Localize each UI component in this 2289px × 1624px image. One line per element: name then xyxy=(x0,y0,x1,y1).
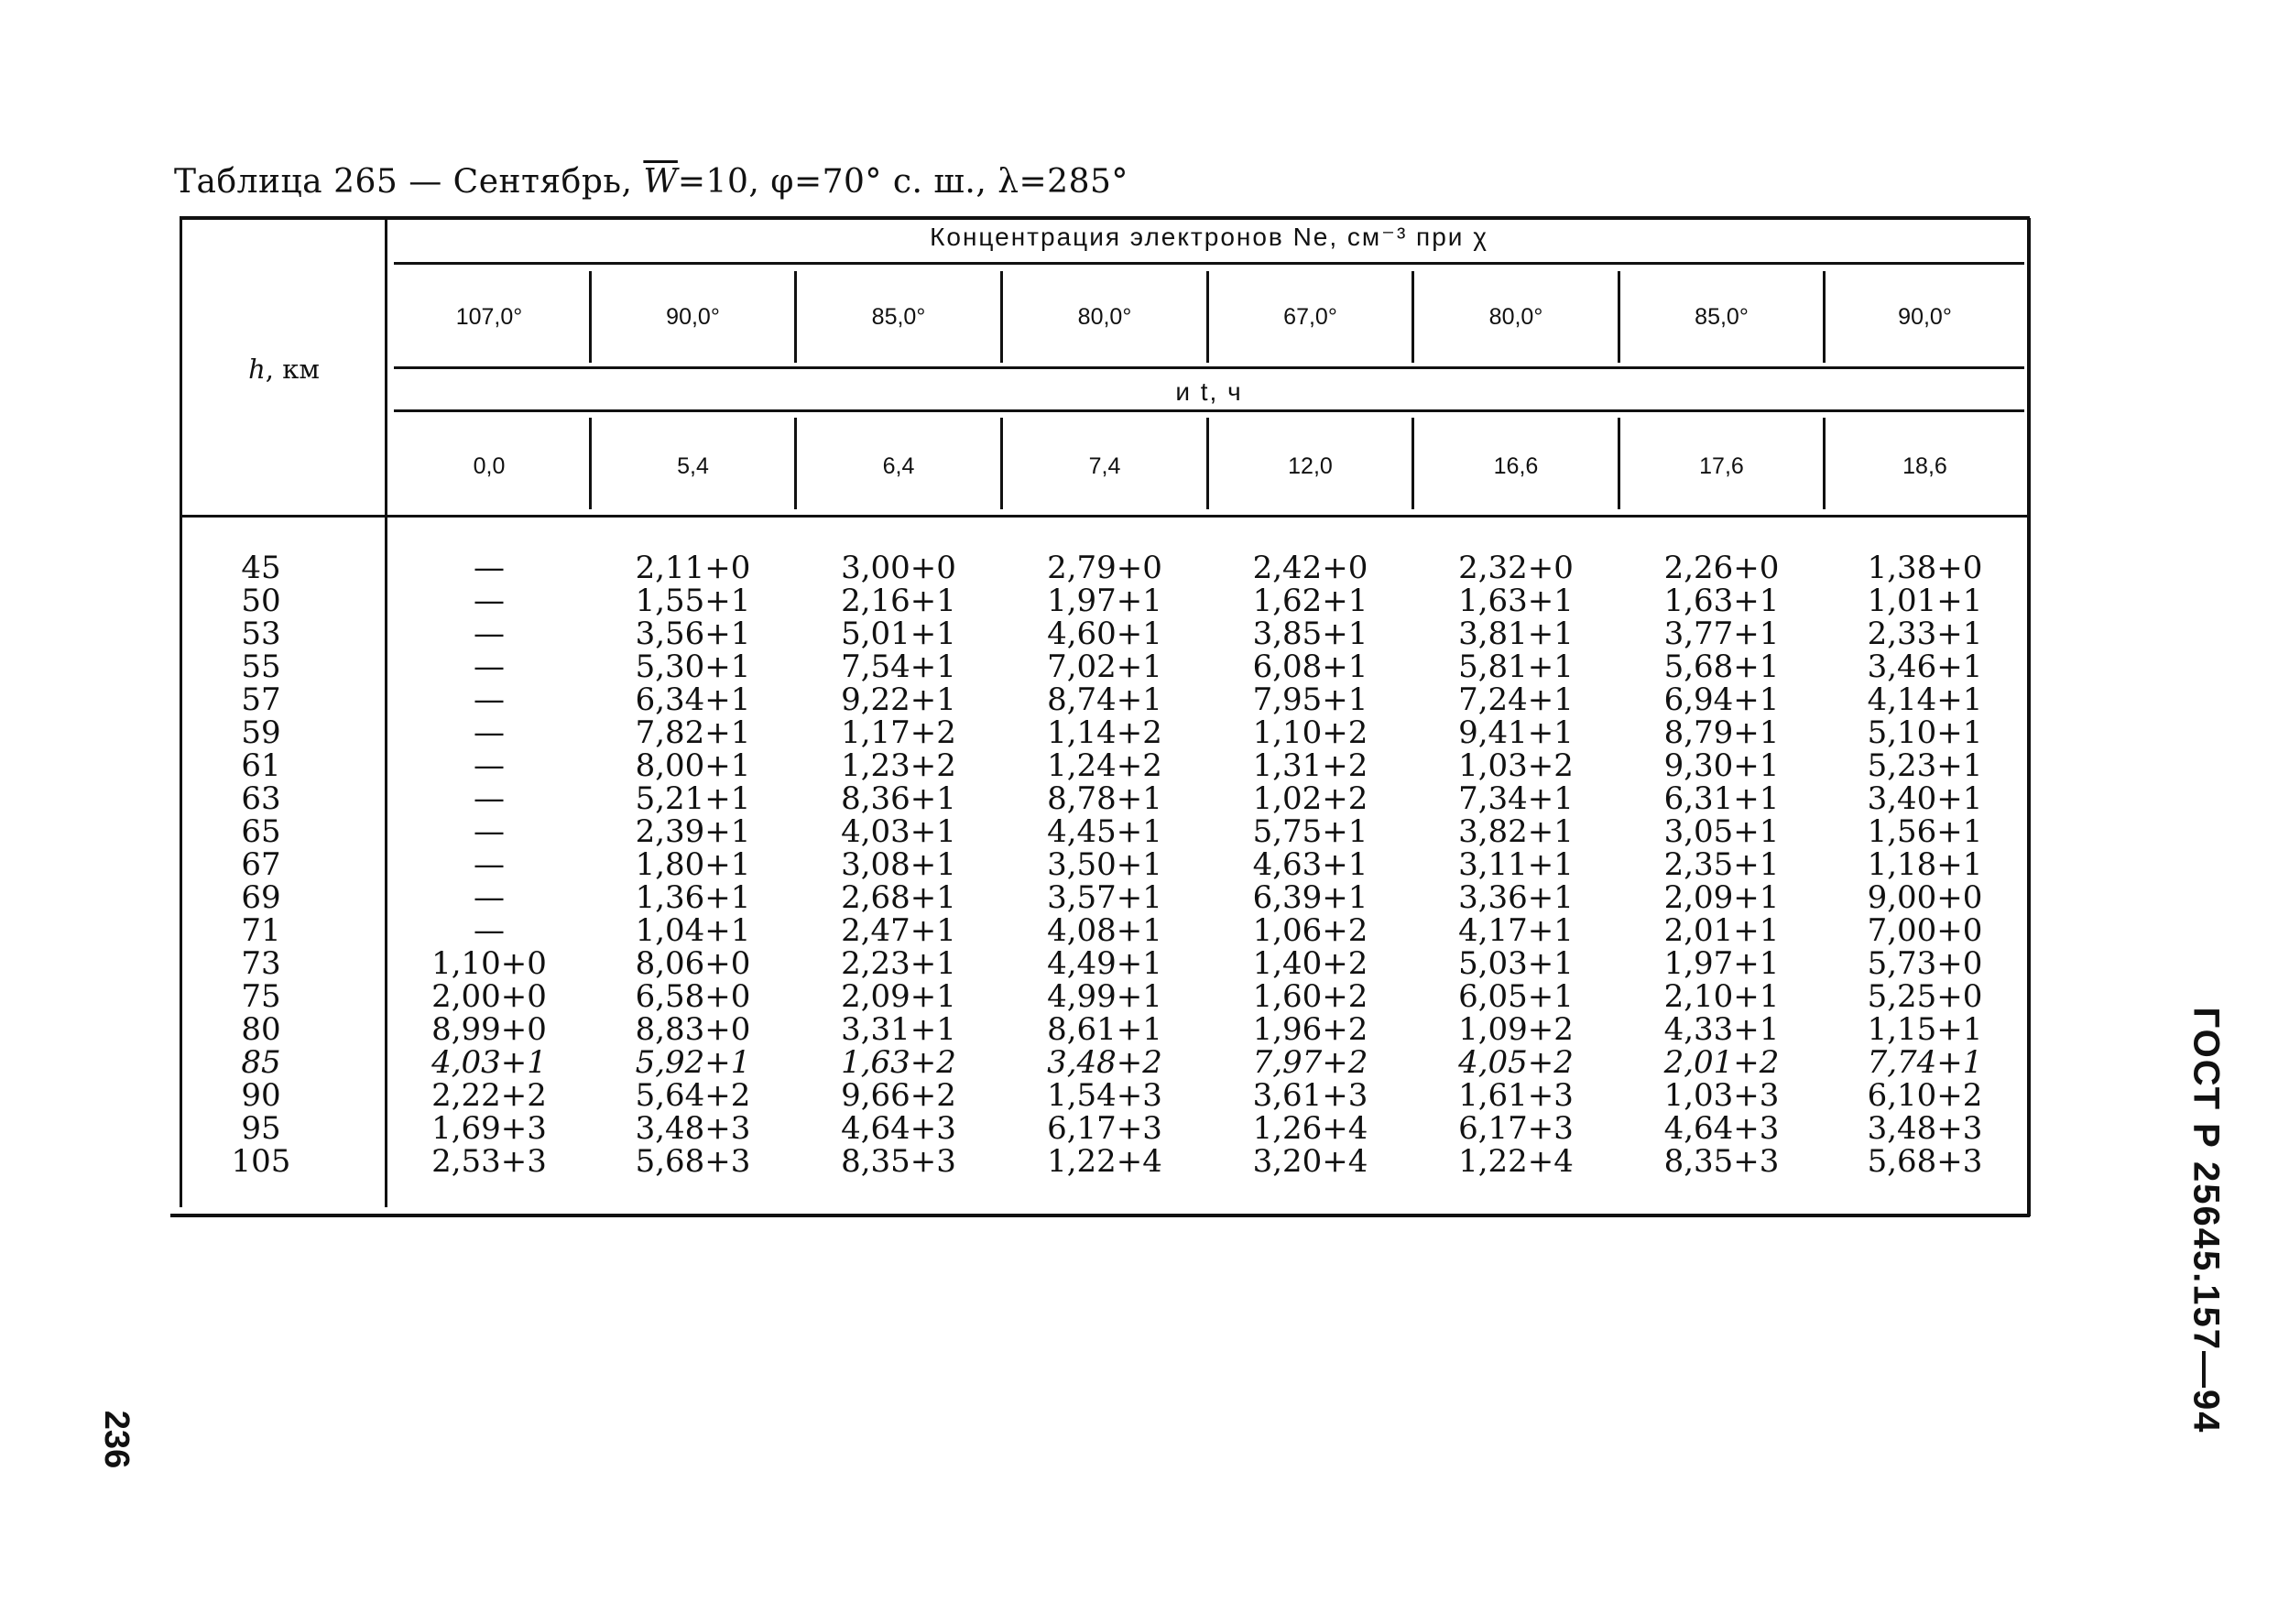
table-cell: 5,23+1 xyxy=(1867,747,1983,784)
table-cell: 1,18+1 xyxy=(1867,846,1983,883)
table-cell: 1,54+3 xyxy=(1047,1077,1162,1114)
height-cell: 59 xyxy=(241,714,281,751)
t-header-3: 6,4 xyxy=(882,453,915,479)
table-cell: 8,74+1 xyxy=(1047,681,1162,718)
table-cell: 8,79+1 xyxy=(1663,714,1780,751)
table-cell: 6,08+1 xyxy=(1252,649,1368,685)
table-cell: 3,57+1 xyxy=(1047,879,1162,916)
table-cell: 7,54+1 xyxy=(841,649,956,685)
table-cell: 3,81+1 xyxy=(1458,616,1574,652)
table-cell: 4,49+1 xyxy=(1047,945,1162,982)
table-cell: 2,16+1 xyxy=(841,583,956,619)
table-cell: 5,92+1 xyxy=(635,1044,751,1081)
table-cell: 1,62+1 xyxy=(1252,583,1368,619)
table-cell: — xyxy=(474,616,505,652)
table-cell: 1,63+1 xyxy=(1458,583,1574,619)
table-cell: — xyxy=(474,550,505,586)
table-cell: 3,82+1 xyxy=(1458,813,1574,850)
header-bottom-rule xyxy=(180,515,2030,518)
table-cell: — xyxy=(474,912,505,949)
table-cell: 5,68+3 xyxy=(635,1143,751,1180)
table-cell: 2,33+1 xyxy=(1867,616,1983,652)
table-cell: 6,10+2 xyxy=(1867,1077,1983,1114)
table-cell: 1,69+3 xyxy=(431,1110,547,1147)
height-cell: 55 xyxy=(241,649,281,685)
table-cell: 1,26+4 xyxy=(1252,1110,1368,1147)
table-cell: 3,05+1 xyxy=(1663,813,1780,850)
height-cell: 80 xyxy=(241,1011,281,1048)
data-column-7 xyxy=(1620,551,1823,1178)
table-cell: 1,55+1 xyxy=(635,583,751,619)
table-cell: 8,35+3 xyxy=(841,1143,956,1180)
table-cell: 1,56+1 xyxy=(1867,813,1983,850)
chi-header-8: 90,0° xyxy=(1898,304,1952,330)
table-cell: 1,60+2 xyxy=(1252,978,1368,1015)
table-cell: 2,68+1 xyxy=(841,879,956,916)
h-column-rule xyxy=(385,218,387,1207)
data-column-3 xyxy=(797,551,1000,1178)
table-cell: 5,30+1 xyxy=(635,649,751,685)
table-cell: 1,40+2 xyxy=(1252,945,1368,982)
table-cell: 7,82+1 xyxy=(635,714,751,751)
table-cell: 1,09+2 xyxy=(1458,1011,1574,1048)
table-cell: 7,00+0 xyxy=(1867,912,1983,949)
table-cell: 2,22+2 xyxy=(431,1077,547,1114)
table-cell: 8,35+3 xyxy=(1663,1143,1780,1180)
table-cell: 3,20+4 xyxy=(1252,1143,1368,1180)
table-cell: 4,63+1 xyxy=(1252,846,1368,883)
table-cell: 1,63+1 xyxy=(1663,583,1780,619)
data-column-6 xyxy=(1414,551,1618,1178)
table-cell: 9,41+1 xyxy=(1458,714,1574,751)
table-cell: 1,97+1 xyxy=(1047,583,1162,619)
table-left-rule xyxy=(180,218,182,1207)
table-cell: 5,81+1 xyxy=(1458,649,1574,685)
height-cell: 50 xyxy=(241,583,281,619)
table-cell: 3,00+0 xyxy=(841,550,956,586)
chi-header-1: 107,0° xyxy=(455,304,523,330)
table-cell: 5,01+1 xyxy=(841,616,956,652)
table-cell: 8,36+1 xyxy=(841,780,956,817)
table-cell: 2,10+1 xyxy=(1663,978,1780,1015)
table-cell: 1,14+2 xyxy=(1047,714,1162,751)
table-cell: 4,17+1 xyxy=(1458,912,1574,949)
chi-header-4: 80,0° xyxy=(1077,304,1132,330)
and-t-header: и t, ч xyxy=(1175,377,1243,406)
table-cell: 4,03+1 xyxy=(431,1044,547,1081)
table-cell: 3,48+2 xyxy=(1047,1044,1162,1081)
data-column-4 xyxy=(1003,551,1206,1178)
table-cell: 1,17+2 xyxy=(841,714,956,751)
height-cell: 61 xyxy=(241,747,281,784)
table-cell: — xyxy=(474,649,505,685)
table-right-rule xyxy=(2027,218,2031,1216)
table-cell: 1,02+2 xyxy=(1252,780,1368,817)
table-cell: 5,68+1 xyxy=(1663,649,1780,685)
concentration-underline xyxy=(394,262,2024,265)
table-cell: 3,48+3 xyxy=(635,1110,751,1147)
table-cell: 1,80+1 xyxy=(635,846,751,883)
chi-header-2: 90,0° xyxy=(666,304,720,330)
data-column-2 xyxy=(592,551,794,1178)
table-cell: 1,22+4 xyxy=(1047,1143,1162,1180)
height-column xyxy=(183,551,339,1178)
t-header-1: 0,0 xyxy=(473,453,506,479)
table-caption xyxy=(174,163,1128,201)
page-number: 236 xyxy=(97,1410,136,1469)
t-header-4: 7,4 xyxy=(1088,453,1121,479)
height-cell: 53 xyxy=(241,616,281,652)
table-cell: 2,09+1 xyxy=(1663,879,1780,916)
table-cell: 2,11+0 xyxy=(635,550,751,586)
data-column-8 xyxy=(1826,551,2024,1178)
table-cell: 1,03+2 xyxy=(1458,747,1574,784)
table-cell: 2,39+1 xyxy=(635,813,751,850)
table-cell: 6,05+1 xyxy=(1458,978,1574,1015)
table-cell: 5,64+2 xyxy=(635,1077,751,1114)
table-cell: 2,35+1 xyxy=(1663,846,1780,883)
table-cell: 1,24+2 xyxy=(1047,747,1162,784)
t-header-7: 17,6 xyxy=(1699,453,1744,479)
table-cell: 8,61+1 xyxy=(1047,1011,1162,1048)
table-cell: — xyxy=(474,780,505,817)
and-t-underline xyxy=(394,409,2024,412)
table-cell: 2,47+1 xyxy=(841,912,956,949)
table-cell: 9,00+0 xyxy=(1867,879,1983,916)
table-cell: — xyxy=(474,714,505,751)
table-cell: 1,10+2 xyxy=(1252,714,1368,751)
table-cell: 6,31+1 xyxy=(1663,780,1780,817)
table-cell: 3,56+1 xyxy=(635,616,751,652)
h-column-header: h, км xyxy=(248,354,320,385)
table-cell: 7,97+2 xyxy=(1252,1044,1368,1081)
table-cell: 8,99+0 xyxy=(431,1011,547,1048)
table-cell: 2,09+1 xyxy=(841,978,956,1015)
table-cell: 3,36+1 xyxy=(1458,879,1574,916)
table-cell: 2,53+3 xyxy=(431,1143,547,1180)
table-cell: 4,99+1 xyxy=(1047,978,1162,1015)
height-cell: 95 xyxy=(241,1110,281,1147)
table-cell: 1,63+2 xyxy=(841,1044,956,1081)
caption-w-symbol: $\overline{W}$ xyxy=(643,163,678,201)
table-cell: 4,08+1 xyxy=(1047,912,1162,949)
table-cell: 5,21+1 xyxy=(635,780,751,817)
table-cell: 8,06+0 xyxy=(635,945,751,982)
table-cell: 3,48+3 xyxy=(1867,1110,1983,1147)
height-cell: 63 xyxy=(241,780,281,817)
table-cell: 2,01+2 xyxy=(1663,1044,1780,1081)
table-cell: 1,97+1 xyxy=(1663,945,1780,982)
table-cell: 6,58+0 xyxy=(635,978,751,1015)
table-cell: — xyxy=(474,747,505,784)
table-cell: 6,17+3 xyxy=(1458,1110,1574,1147)
table-cell: 3,40+1 xyxy=(1867,780,1983,817)
table-cell: 4,14+1 xyxy=(1867,681,1983,718)
table-cell: — xyxy=(474,879,505,916)
table-cell: 3,08+1 xyxy=(841,846,956,883)
table-cell: 6,34+1 xyxy=(635,681,751,718)
table-cell: 1,38+0 xyxy=(1867,550,1983,586)
table-cell: 9,66+2 xyxy=(841,1077,956,1114)
table-cell: 3,31+1 xyxy=(841,1011,956,1048)
table-cell: 5,03+1 xyxy=(1458,945,1574,982)
table-cell: 7,34+1 xyxy=(1458,780,1574,817)
table-cell: 3,61+3 xyxy=(1252,1077,1368,1114)
table-cell: 7,74+1 xyxy=(1867,1044,1983,1081)
table-cell: 1,04+1 xyxy=(635,912,751,949)
height-cell: 67 xyxy=(241,846,281,883)
table-cell: 5,10+1 xyxy=(1867,714,1983,751)
table-cell: 5,68+3 xyxy=(1867,1143,1983,1180)
table-cell: — xyxy=(474,813,505,850)
table-cell: 1,03+3 xyxy=(1663,1077,1780,1114)
table-cell: 4,45+1 xyxy=(1047,813,1162,850)
table-cell: 7,02+1 xyxy=(1047,649,1162,685)
height-cell: 57 xyxy=(241,681,281,718)
table-cell: 6,17+3 xyxy=(1047,1110,1162,1147)
chi-header-6: 80,0° xyxy=(1488,304,1543,330)
table-cell: 1,15+1 xyxy=(1867,1011,1983,1048)
table-cell: 2,23+1 xyxy=(841,945,956,982)
table-cell: 7,24+1 xyxy=(1458,681,1574,718)
caption-prefix: Таблица 265 — Сентябрь, xyxy=(174,163,633,201)
table-cell: 3,85+1 xyxy=(1252,616,1368,652)
table-cell: 1,06+2 xyxy=(1252,912,1368,949)
table-cell: 5,75+1 xyxy=(1252,813,1368,850)
height-cell: 75 xyxy=(241,978,281,1015)
table-cell: 3,46+1 xyxy=(1867,649,1983,685)
chi-row-bottom-rule xyxy=(394,366,2024,369)
table-cell: 1,01+1 xyxy=(1867,583,1983,619)
height-cell: 90 xyxy=(241,1077,281,1114)
table-cell: 5,25+0 xyxy=(1867,978,1983,1015)
table-cell: 2,32+0 xyxy=(1458,550,1574,586)
standard-designation: ГОСТ Р 25645.157—94 xyxy=(2185,1007,2227,1434)
height-cell: 45 xyxy=(241,550,281,586)
table-cell: 1,96+2 xyxy=(1252,1011,1368,1048)
table-cell: — xyxy=(474,583,505,619)
table-cell: 1,23+2 xyxy=(841,747,956,784)
caption-params: =10, φ=70° с. ш., λ=285° xyxy=(677,163,1128,201)
table-cell: 4,60+1 xyxy=(1047,616,1162,652)
table-top-rule xyxy=(180,216,2030,220)
table-cell: 4,64+3 xyxy=(1663,1110,1780,1147)
data-column-5 xyxy=(1209,551,1412,1178)
table-cell: 9,22+1 xyxy=(841,681,956,718)
height-cell: 71 xyxy=(241,912,281,949)
table-cell: 2,26+0 xyxy=(1663,550,1780,586)
table-cell: 1,61+3 xyxy=(1458,1077,1574,1114)
table-cell: 2,01+1 xyxy=(1663,912,1780,949)
table-cell: 4,33+1 xyxy=(1663,1011,1780,1048)
table-cell: 3,11+1 xyxy=(1458,846,1574,883)
table-cell: — xyxy=(474,681,505,718)
table-cell: 6,94+1 xyxy=(1663,681,1780,718)
table-cell: 8,83+0 xyxy=(635,1011,751,1048)
t-header-8: 18,6 xyxy=(1902,453,1947,479)
concentration-header: Концентрация электронов Ne, см⁻³ при χ xyxy=(930,223,1488,251)
table-cell: 1,10+0 xyxy=(431,945,547,982)
height-cell: 105 xyxy=(231,1143,291,1180)
table-cell: 5,73+0 xyxy=(1867,945,1983,982)
height-cell: 73 xyxy=(241,945,281,982)
t-header-6: 16,6 xyxy=(1493,453,1539,479)
table-cell: 4,03+1 xyxy=(841,813,956,850)
height-cell: 69 xyxy=(241,879,281,916)
table-cell: 9,30+1 xyxy=(1663,747,1780,784)
table-cell: 1,36+1 xyxy=(635,879,751,916)
height-cell: 85 xyxy=(241,1044,281,1081)
data-column-1 xyxy=(389,551,589,1178)
height-cell: 65 xyxy=(241,813,281,850)
table-cell: 4,64+3 xyxy=(841,1110,956,1147)
table-cell: 1,22+4 xyxy=(1458,1143,1574,1180)
t-header-2: 5,4 xyxy=(677,453,709,479)
table-cell: 3,77+1 xyxy=(1663,616,1780,652)
t-header-5: 12,0 xyxy=(1288,453,1333,479)
table-cell: 6,39+1 xyxy=(1252,879,1368,916)
table-cell: 8,78+1 xyxy=(1047,780,1162,817)
table-cell: 2,79+0 xyxy=(1047,550,1162,586)
table-cell: 7,95+1 xyxy=(1252,681,1368,718)
table-cell: 1,31+2 xyxy=(1252,747,1368,784)
chi-header-5: 67,0° xyxy=(1283,304,1337,330)
table-cell: 3,50+1 xyxy=(1047,846,1162,883)
chi-header-7: 85,0° xyxy=(1695,304,1749,330)
table-cell: — xyxy=(474,846,505,883)
table-bottom-rule xyxy=(170,1214,2030,1217)
table-cell: 2,00+0 xyxy=(431,978,547,1015)
table-cell: 2,42+0 xyxy=(1252,550,1368,586)
table-cell: 4,05+2 xyxy=(1458,1044,1574,1081)
table-cell: 8,00+1 xyxy=(635,747,751,784)
chi-header-3: 85,0° xyxy=(871,304,926,330)
